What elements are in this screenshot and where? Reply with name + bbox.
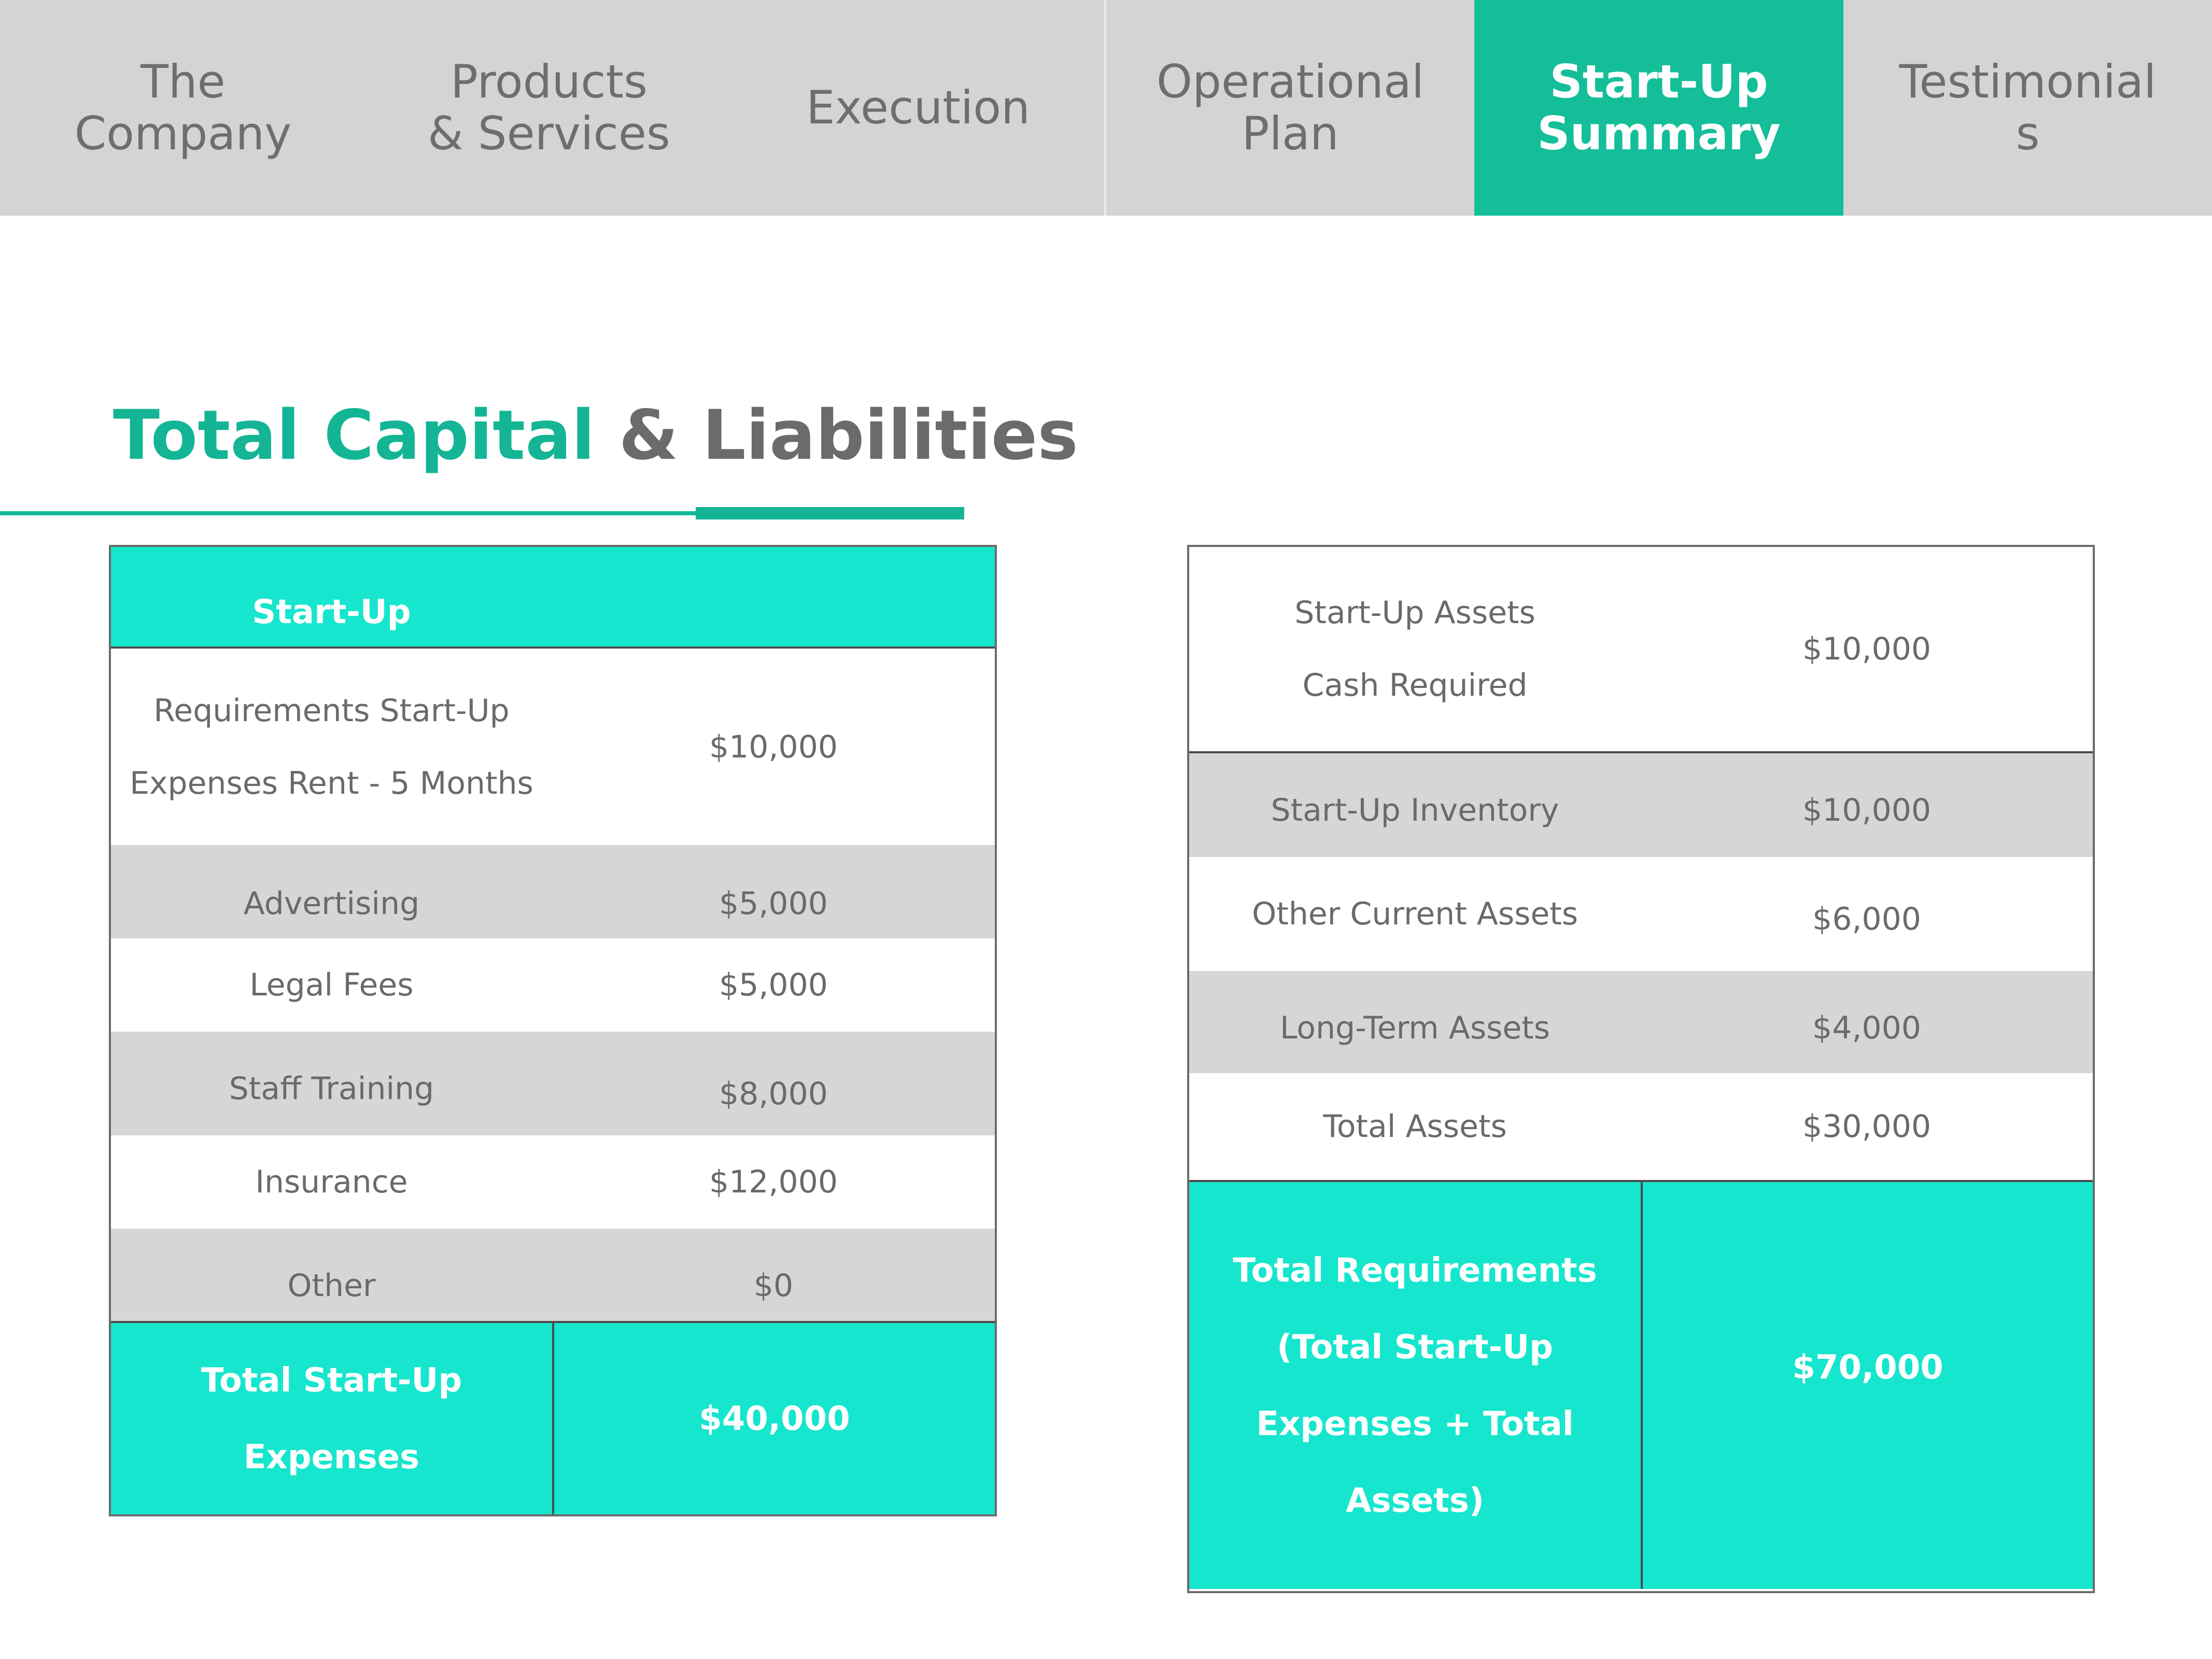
title-underline-accent xyxy=(696,507,964,519)
row-value: $5,000 xyxy=(719,885,828,922)
tab-operational-plan[interactable]: Operational Plan xyxy=(1156,55,1425,160)
total-label: Total Start-Up Expenses xyxy=(201,1361,462,1477)
row-value: $10,000 xyxy=(1802,631,1932,667)
row-label: Start-Up Inventory xyxy=(1271,792,1559,828)
title-accent: Total Capital xyxy=(113,396,595,475)
row-label: Long-Term Assets xyxy=(1279,1010,1551,1046)
row-value: $12,000 xyxy=(709,1164,838,1200)
row-value: $10,000 xyxy=(709,728,838,765)
tab-start-up-summary[interactable]: Start-Up Summary xyxy=(1474,0,1843,216)
row-value: $0 xyxy=(753,1268,794,1304)
row-value: $30,000 xyxy=(1802,1108,1932,1145)
total-value: $70,000 xyxy=(1792,1348,1943,1387)
row-label: Advertising xyxy=(243,885,420,922)
row-label: Requirements Start-Up Expenses Rent - 5 Months xyxy=(130,692,533,802)
total-label: Total Requirements (Total Start-Up Expenses + Total Assets) xyxy=(1233,1251,1597,1520)
row-label: Insurance xyxy=(255,1164,408,1200)
row-value: $4,000 xyxy=(1812,1010,1921,1046)
assets-table xyxy=(1187,545,2095,1075)
row-value: $8,000 xyxy=(719,1076,828,1112)
tab-testimonials[interactable]: Testimonial s xyxy=(1899,55,2157,160)
row-label: Other xyxy=(287,1268,376,1304)
startup-expenses-table xyxy=(109,545,997,1516)
row-label: Other Current Assets xyxy=(1251,896,1579,932)
requirements-table xyxy=(1187,1073,2095,1593)
row-label: Total Assets xyxy=(1323,1108,1507,1145)
tab-products-services[interactable]: Products & Services xyxy=(428,55,670,160)
title-rest: & Liabilities xyxy=(595,396,1078,475)
row-label: Staff Training xyxy=(229,1071,434,1107)
row-value: $6,000 xyxy=(1812,901,1921,937)
row-value: $10,000 xyxy=(1802,792,1932,828)
total-value: $40,000 xyxy=(699,1399,850,1438)
tab-execution[interactable]: Execution xyxy=(806,81,1030,134)
row-value: $5,000 xyxy=(719,967,828,1003)
row-label: Start-Up Assets Cash Required xyxy=(1294,595,1535,704)
nav-tabs xyxy=(0,0,2212,216)
page-title xyxy=(113,384,1078,487)
row-divider xyxy=(1189,751,2093,753)
table-header-label: Start-Up xyxy=(252,593,411,631)
tab-the-company[interactable]: The Company xyxy=(74,55,292,160)
row-label: Legal Fees xyxy=(249,967,414,1003)
